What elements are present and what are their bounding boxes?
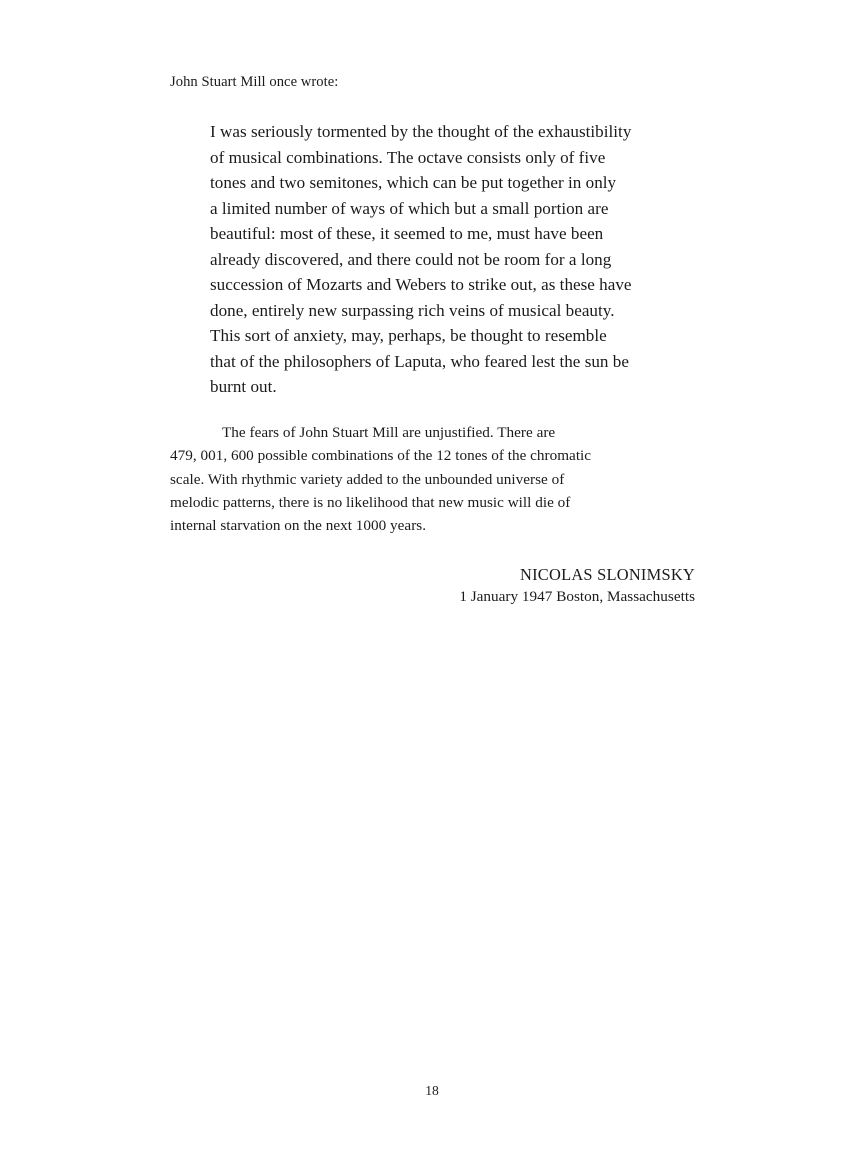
page-number: 18 bbox=[425, 1083, 439, 1098]
signature-date-place: 1 January 1947 Boston, Massachusetts bbox=[459, 588, 695, 605]
commentary-line: internal starvation on the next 1000 years. bbox=[170, 517, 427, 534]
quote-line: of musical combinations. The octave consists only of five bbox=[210, 147, 606, 167]
quote-line: a limited number of ways of which but a small portion are bbox=[210, 198, 609, 218]
quote-line: beautiful: most of these, it seemed to me, must have been bbox=[210, 224, 604, 244]
commentary-line: The fears of John Stuart Mill are unjustified. There are bbox=[222, 424, 556, 442]
quote-line: tones and two semitones, which can be put together in only bbox=[210, 173, 617, 193]
quote-line: burnt out. bbox=[210, 377, 277, 397]
quote-line: already discovered, and there could not be room for a long bbox=[210, 249, 612, 269]
commentary-line: 479, 001, 600 possible combinations of the 12 tones of the chromatic bbox=[170, 447, 592, 465]
intro-line: John Stuart Mill once wrote: bbox=[170, 73, 339, 90]
commentary-line: melodic patterns, there is no likelihood that new music will die of bbox=[170, 493, 571, 511]
commentary-paragraph bbox=[170, 421, 697, 537]
quote-line: I was seriously tormented by the thought of the exhaustibility bbox=[210, 122, 632, 142]
block-quotation bbox=[210, 119, 737, 400]
quote-line: This sort of anxiety, may, perhaps, be thought to resemble bbox=[210, 326, 607, 346]
quote-line: that of the philosophers of Laputa, who feared lest the sun be bbox=[210, 351, 629, 371]
commentary-line: scale. With rhythmic variety added to the unbounded universe of bbox=[170, 470, 565, 488]
quote-line: succession of Mozarts and Webers to strike out, as these have bbox=[210, 275, 632, 295]
signature-name: NICOLAS SLONIMSKY bbox=[520, 565, 695, 584]
signature-block bbox=[170, 563, 695, 608]
quote-line: done, entirely new surpassing rich veins of musical beauty. bbox=[210, 300, 615, 320]
